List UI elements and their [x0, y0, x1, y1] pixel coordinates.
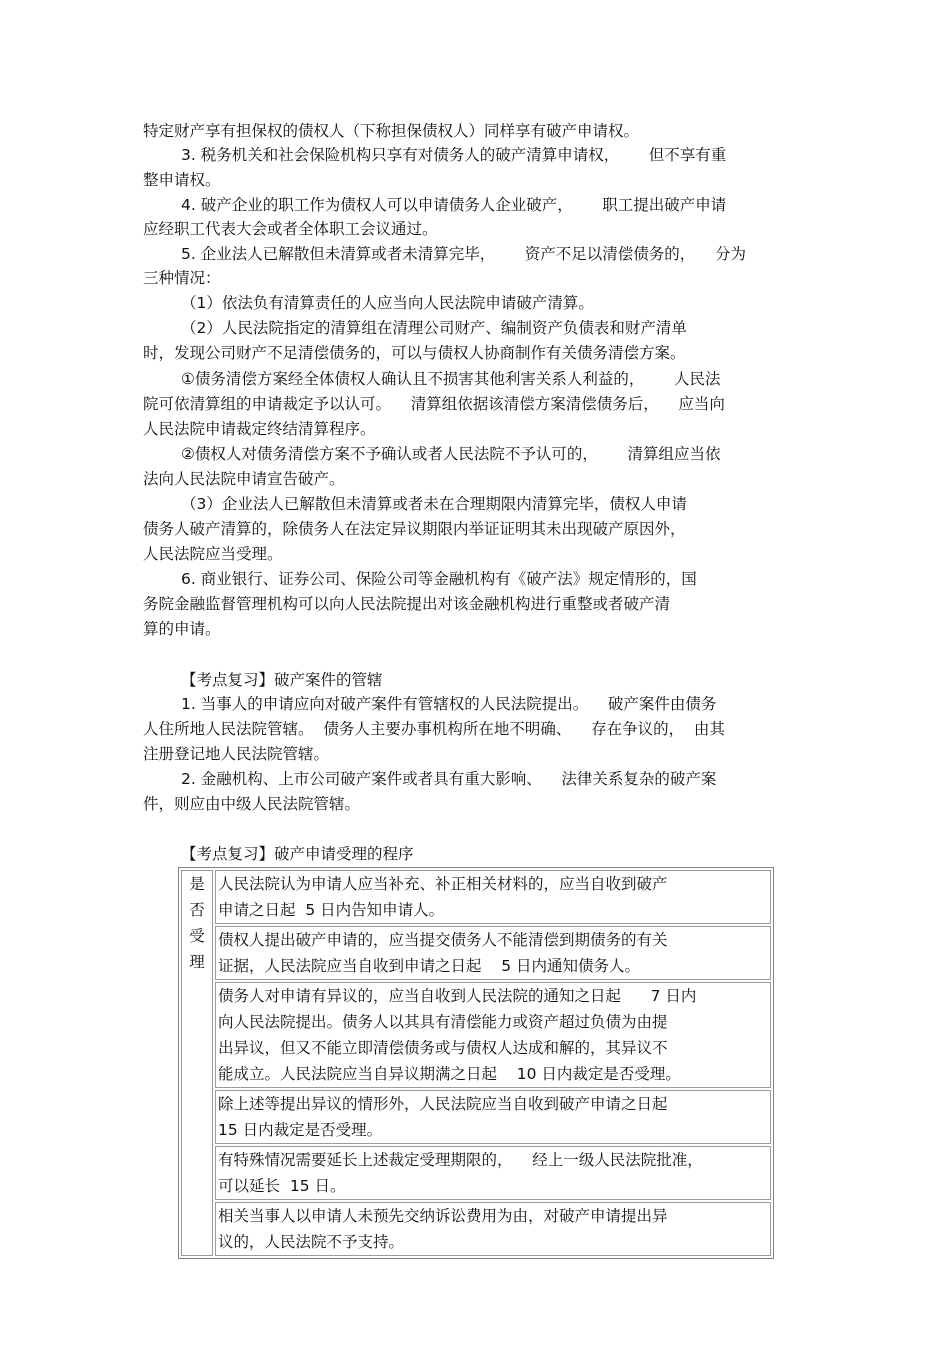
- table-row: [181, 926, 771, 980]
- section-heading-procedure: 【考点复习】破产申请受理的程序: [181, 845, 414, 863]
- table-cell: [215, 926, 771, 980]
- cell-line: 向人民法院提出。债务人以其具有清偿能力或资产超过负债为由提: [218, 1013, 668, 1031]
- paragraph-line: 5. 企业法人已解散但未清算或者未清算完毕， 资产不足以清偿债务的， 分为: [181, 245, 746, 263]
- cell-line: 可以延长 15 日。: [218, 1177, 346, 1195]
- table-cell: [215, 982, 771, 1088]
- cell-line: 证据，人民法院应当自收到申请之日起 5 日内通知债务人。: [218, 957, 640, 975]
- table-row: [181, 982, 771, 1088]
- cell-line: 相关当事人以申请人未预先交纳诉讼费用为由，对破产申请提出异: [218, 1207, 668, 1225]
- cell-line: 有特殊情况需要延长上述裁定受理期限的， 经上一级人民法院批准，: [218, 1151, 703, 1169]
- table-cell: [215, 1146, 771, 1200]
- side-label-char: 理: [189, 953, 205, 971]
- side-label-char: 是: [189, 875, 205, 893]
- cell-line: 债务人对申请有异议的，应当自收到人民法院的通知之日起 7 日内: [218, 987, 697, 1005]
- cell-line: 申请之日起 5 日内告知申请人。: [218, 901, 445, 919]
- cell-line: 债权人提出破产申请的，应当提交债务人不能清偿到期债务的有关: [218, 931, 668, 949]
- procedure-table: [178, 867, 774, 1259]
- paragraph-line: ①债务清偿方案经全体债权人确认且不损害其他利害关系人利益的， 人民法: [181, 370, 721, 388]
- table-row: [181, 1202, 771, 1256]
- paragraph-line: 注册登记地人民法院管辖。: [143, 745, 330, 763]
- table-row: [181, 870, 771, 924]
- side-label-cell: [181, 870, 213, 1256]
- paragraph-line: 3. 税务机关和社会保险机构只享有对债务人的破产清算申请权， 但不享有重: [181, 146, 727, 164]
- side-label-char: 否: [189, 901, 205, 919]
- paragraph-line: 法向人民法院申请宣告破产。: [143, 470, 345, 488]
- paragraph-line: 应经职工代表大会或者全体职工会议通过。: [143, 220, 438, 238]
- table-row: [181, 1146, 771, 1200]
- cell-line: 15 日内裁定是否受理。: [218, 1121, 383, 1139]
- paragraph-line: 特定财产享有担保权的债权人（下称担保债权人）同样享有破产申请权。: [143, 122, 640, 140]
- paragraph-line: 时，发现公司财产不足清偿债务的，可以与债权人协商制作有关债务清偿方案。: [143, 344, 686, 362]
- paragraph-line: 2. 金融机构、上市公司破产案件或者具有重大影响、 法律关系复杂的破产案: [181, 770, 717, 788]
- table-cell: [215, 1202, 771, 1256]
- cell-line: 能成立。人民法院应当自异议期满之日起 10 日内裁定是否受理。: [218, 1065, 681, 1083]
- table-cell: [215, 1090, 771, 1144]
- section-heading-jurisdiction: 【考点复习】破产案件的管辖: [181, 671, 383, 689]
- paragraph-line: （3）企业法人已解散但未清算或者未在合理期限内清算完毕，债权人申请: [181, 495, 687, 513]
- cell-line: 人民法院认为申请人应当补充、补正相关材料的，应当自收到破产: [218, 875, 668, 893]
- paragraph-line: （2）人民法院指定的清算组在清理公司财产、编制资产负债表和财产清单: [181, 319, 687, 337]
- cell-line: 议的，人民法院不予支持。: [218, 1233, 405, 1251]
- paragraph-line: ②债权人对债务清偿方案不予确认或者人民法院不予认可的， 清算组应当依: [181, 445, 721, 463]
- paragraph-line: （1）依法负有清算责任的人应当向人民法院申请破产清算。: [181, 294, 594, 312]
- paragraph-line: 6. 商业银行、证券公司、保险公司等金融机构有《破产法》规定情形的，国: [181, 570, 697, 588]
- paragraph-line: 人民法院应当受理。: [143, 545, 283, 563]
- paragraph-line: 4. 破产企业的职工作为债权人可以申请债务人企业破产， 职工提出破产申请: [181, 196, 727, 214]
- side-label-char: 受: [189, 927, 205, 945]
- table-row: [181, 1090, 771, 1144]
- paragraph-line: 件，则应由中级人民法院管辖。: [143, 795, 361, 813]
- paragraph-line: 人住所地人民法院管辖。 债务人主要办事机构所在地不明确、 存在争议的， 由其: [143, 720, 725, 738]
- paragraph-line: 1. 当事人的申请应向对破产案件有管辖权的人民法院提出。 破产案件由债务: [181, 695, 717, 713]
- cell-line: 除上述等提出异议的情形外，人民法院应当自收到破产申请之日起: [218, 1095, 668, 1113]
- cell-line: 出异议，但又不能立即清偿债务或与债权人达成和解的，其异议不: [218, 1039, 668, 1057]
- table-cell: [215, 870, 771, 924]
- paragraph-line: 院可依清算组的申请裁定予以认可。 清算组依据该清偿方案清偿债务后， 应当向: [143, 395, 725, 413]
- paragraph-line: 三种情况：: [143, 269, 221, 287]
- paragraph-line: 算的申请。: [143, 620, 221, 638]
- paragraph-line: 整申请权。: [143, 171, 221, 189]
- paragraph-line: 务院金融监督管理机构可以向人民法院提出对该金融机构进行重整或者破产清: [143, 595, 671, 613]
- paragraph-line: 债务人破产清算的，除债务人在法定异议期限内举证证明其未出现破产原因外，: [143, 520, 686, 538]
- paragraph-line: 人民法院申请裁定终结清算程序。: [143, 420, 376, 438]
